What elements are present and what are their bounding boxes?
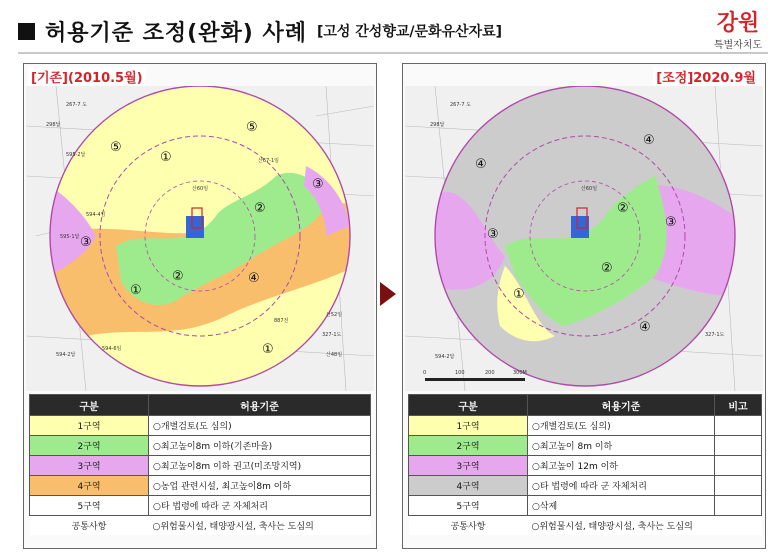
- parcel-label: 594-2답: [435, 354, 455, 360]
- table-header-row: [409, 395, 762, 416]
- zone-label-4b: ④: [475, 157, 487, 172]
- zone-label-1: ①: [513, 287, 525, 302]
- note-cell: [715, 496, 762, 516]
- parcel-label: 594-4임: [86, 212, 106, 218]
- table-row: [30, 476, 371, 496]
- zone-label-5b: ⑤: [246, 120, 258, 135]
- criteria-cell: ○농업 관련시설, 최고높이8m 이하: [149, 476, 371, 496]
- zone-cell: 5구역: [409, 496, 528, 516]
- table-row: [409, 476, 762, 496]
- scale-label: 200: [485, 370, 495, 376]
- parcel-label: 산48임: [326, 352, 343, 358]
- table-row: [409, 456, 762, 476]
- table-header-row: [30, 395, 371, 416]
- zone-cell: 3구역: [30, 456, 149, 476]
- common-row: [30, 516, 371, 536]
- adjusted-period-label: [조정]2020.9월: [653, 67, 759, 86]
- table-row: [30, 436, 371, 456]
- scale-label: 300M: [513, 370, 527, 376]
- page-title: 허용기준 조정(완화) 사례: [45, 20, 307, 46]
- parcel-label: 594-2답: [56, 352, 76, 358]
- parcel-label: 595-2답: [66, 152, 86, 158]
- parcel-label: 산52임: [326, 312, 343, 318]
- table-row: [409, 496, 762, 516]
- scale-label: 0: [423, 370, 427, 376]
- parcel-label: 327-1도: [705, 332, 725, 338]
- criteria-cell: ○최고높이 12m 이하: [528, 456, 715, 476]
- column-header-criteria: 허용기준: [528, 395, 715, 416]
- title-bullet-icon: [18, 23, 35, 40]
- zone-label-2b: ②: [601, 261, 613, 276]
- parcel-label: 산60임: [192, 186, 209, 192]
- parcel-label: 267-7 도: [66, 102, 87, 108]
- existing-zoning-map: [26, 86, 374, 391]
- zone-label-5: ⑤: [110, 140, 122, 155]
- parcel-label: 327-1도: [322, 332, 342, 338]
- zone-label-4: ④: [248, 271, 260, 286]
- zone-cell: 3구역: [409, 456, 528, 476]
- parcel-label: 594-6임: [102, 346, 122, 352]
- gangwon-logo: [708, 12, 768, 51]
- zone-label-4: ④: [643, 133, 655, 148]
- adjusted-zoning-map: [405, 86, 763, 391]
- existing-period-label: [기존](2010.5월): [28, 67, 146, 86]
- parcel-label: 298답: [46, 122, 61, 128]
- column-header-zone: 구분: [30, 395, 149, 416]
- zone-label-3b: ③: [487, 227, 499, 242]
- table-row: [30, 496, 371, 516]
- criteria-cell: ○최고높이 8m 이하: [528, 436, 715, 456]
- note-cell: [715, 476, 762, 496]
- zone-label-2b: ②: [172, 269, 184, 284]
- common-row: [409, 516, 762, 536]
- zone-label-3: ③: [312, 177, 324, 192]
- zone-cell: 5구역: [30, 496, 149, 516]
- criteria-cell: ○개별검토(도 심의): [149, 416, 371, 436]
- criteria-cell: ○타 법령에 따라 군 자체처리: [149, 496, 371, 516]
- parcel-label: 267-7 도: [450, 102, 471, 108]
- zone-label-2: ②: [254, 201, 266, 216]
- column-header-criteria: 허용기준: [149, 395, 371, 416]
- zone-label-2: ②: [617, 201, 629, 216]
- common-rule: ○위험물시설, 태양광시설, 축사는 도심의: [528, 516, 762, 536]
- scale-label: 100: [455, 370, 465, 376]
- parcel-label: 산67-1임: [258, 158, 280, 164]
- page-subtitle: [고성 간성향교/문화유산자료]: [316, 24, 503, 40]
- note-cell: [715, 456, 762, 476]
- zone-label-3b: ③: [80, 235, 92, 250]
- criteria-cell: ○타 법령에 따라 군 자체처리: [528, 476, 715, 496]
- zone-cell: 1구역: [409, 416, 528, 436]
- zone-cell: 4구역: [30, 476, 149, 496]
- parcel-label: 산60임: [581, 186, 598, 192]
- table-row: [30, 416, 371, 436]
- zone-label-3: ③: [665, 215, 677, 230]
- zone-cell: 2구역: [409, 436, 528, 456]
- criteria-cell: ○개별검토(도 심의): [528, 416, 715, 436]
- zone-cell: 1구역: [30, 416, 149, 436]
- column-header-zone: 구분: [409, 395, 528, 416]
- existing-criteria-table: [29, 394, 371, 535]
- zone-cell: 4구역: [409, 476, 528, 496]
- arrow-right-icon: [380, 282, 396, 306]
- zone-cell: 2구역: [30, 436, 149, 456]
- parcel-label: 298답: [430, 122, 445, 128]
- heritage-building-block: [571, 216, 589, 238]
- common-label: 공통사항: [409, 516, 528, 536]
- criteria-cell: ○최고높이8m 이하 권고(미조망지역): [149, 456, 371, 476]
- title-bar: [18, 14, 502, 48]
- title-divider: [18, 52, 768, 54]
- common-rule: ○위험물시설, 태양광시설, 축사는 도심의: [149, 516, 371, 536]
- common-label: 공통사항: [30, 516, 149, 536]
- zone-label-1c: ①: [262, 342, 274, 357]
- criteria-cell: ○삭제: [528, 496, 715, 516]
- note-cell: [715, 436, 762, 456]
- parcel-label: 595-1답: [60, 234, 80, 240]
- logo-text: 특별자치도: [713, 40, 763, 51]
- adjusted-criteria-table: [408, 394, 762, 535]
- zone-label-4c: ④: [639, 320, 651, 335]
- table-row: [409, 436, 762, 456]
- column-header-note: 비고: [715, 395, 762, 416]
- table-row: [30, 456, 371, 476]
- table-row: [409, 416, 762, 436]
- parcel-label: 887전: [274, 318, 289, 324]
- note-cell: [715, 416, 762, 436]
- heritage-building-block: [186, 216, 204, 238]
- scale-bar: [425, 378, 525, 381]
- criteria-cell: ○최고높이8m 이하(기존마을): [149, 436, 371, 456]
- zone-label-1: ①: [160, 150, 172, 165]
- logo-mark: 강원: [716, 11, 760, 36]
- zone-label-1b: ①: [130, 283, 142, 298]
